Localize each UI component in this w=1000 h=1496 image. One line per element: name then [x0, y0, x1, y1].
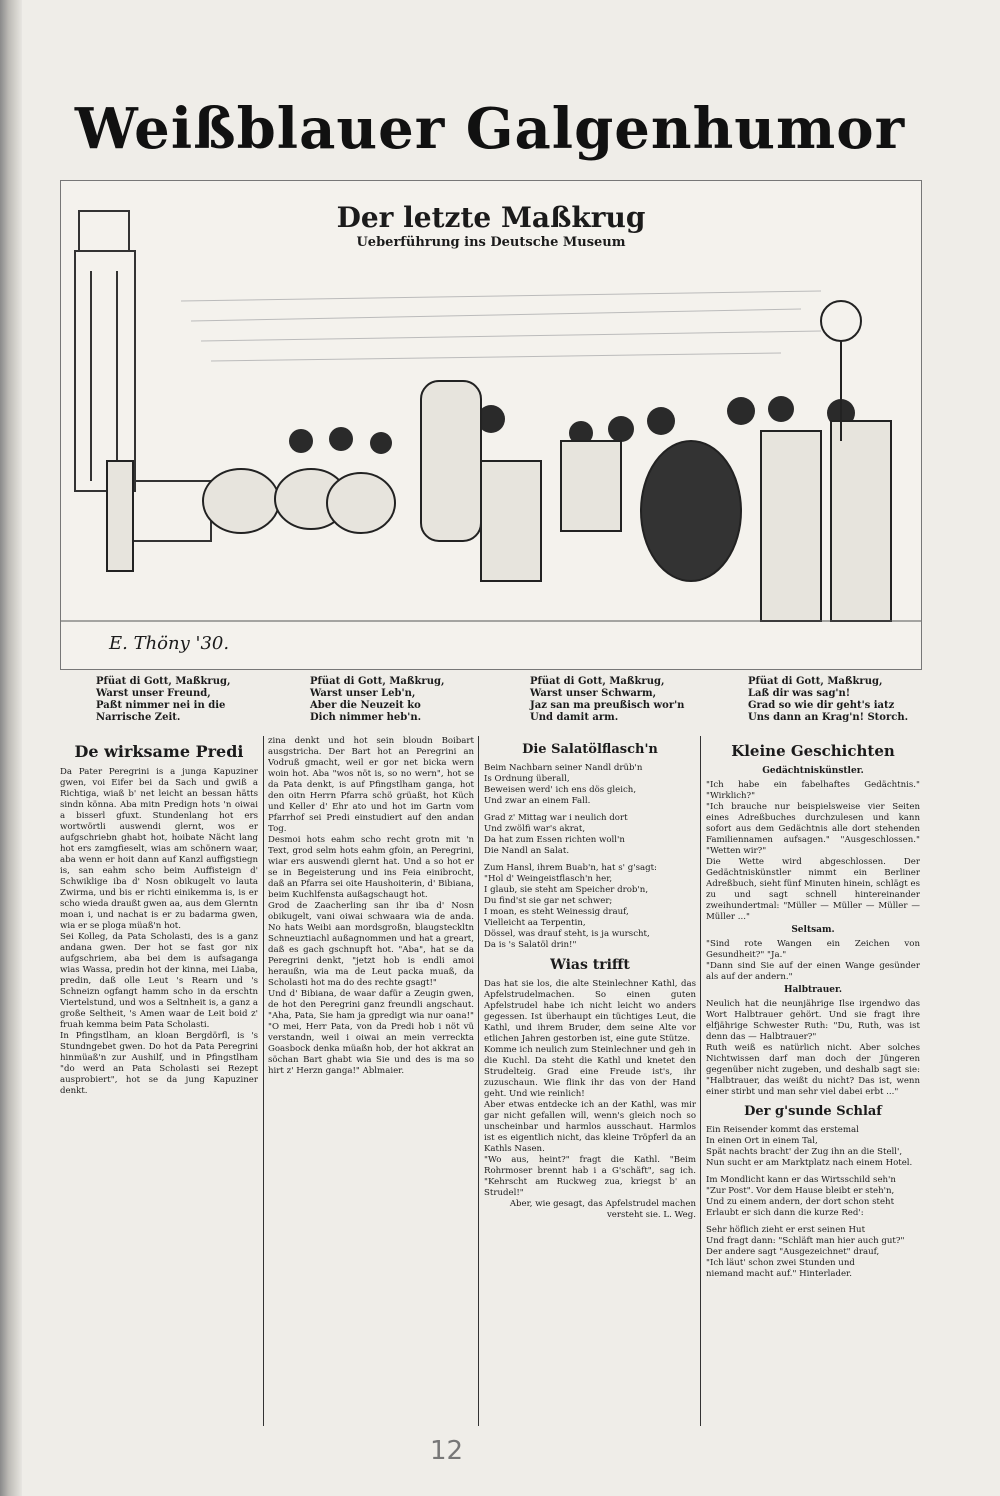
poem-line: niemand macht auf." Hinterlader. [706, 1269, 852, 1279]
paragraph: Sei Kolleg, da Pata Scholasti, des is a ganz andana gwen. Der hot se fast gor nix aufgschriem, aba bei dem is aufsaganga wias Wassa, predin hot der kinna, mei Liaba, predin, daß olle Leut 's Rearn und 's Schneizn ogfangt hamm scho in da erschtn Viertelstund, und wos a Seltnheit is, a ganz a große Seltheit, 's Amen waar de Leit boid z' fruah kemma beim Pata Scholasti. [60, 932, 258, 1030]
poem-salatoel [484, 763, 696, 951]
cartoon-title: Der letzte Maßkrug [336, 201, 646, 234]
article-columns [60, 736, 920, 1436]
poem-line: "Ich läut' schon zwei Stunden und [706, 1258, 855, 1268]
poem-line: Vielleicht aa Terpentin, [484, 918, 586, 928]
poem-line: Spät nachts bracht' der Zug ihn an die Stell', [706, 1147, 903, 1157]
paragraph: zina denkt und hot sein bloudn Boibart ausgstricha. Der Bart hot an Peregrini an Vodruß gmacht, weil er gor net bicka wern woin hot. Aba "wos nöt is, so no wern", hot se da Pata denkt, is auf Pfingstlham ganga, hot den oitn Herrn Pfarra schö grüaßt, hot Küch und Keller d' Ehr ato und hot im Gartn vom Pfarrhof sei Predi einstudiert auf den andan Tog. [268, 736, 474, 834]
page-number: 12 [430, 1436, 464, 1466]
poem-line: I moan, es steht Weinessig drauf, [484, 907, 629, 917]
article-heading-salatoel: Die Salatölflasch'n [522, 742, 658, 757]
paragraph: "Dann sind Sie auf der einen Wange gesünder als auf der andern." [706, 961, 920, 982]
column-1 [60, 736, 258, 1436]
poem-line: Und zwölfi war's akrat, [484, 824, 586, 834]
paragraph: Die Wette wird abgeschlossen. Der Gedächtniskünstler nimmt ein Berliner Adreßbuch, sieht fünf Minuten hinein, schlägt es zu und sagt schnell hintereinander zweihundertmal: "Müller — Müller — Müller — Müller ..." [706, 857, 920, 922]
paragraph: "Ich habe ein fabelhaftes Gedächtnis." "Wirklich?" [706, 780, 920, 801]
poem-line: Beim Nachbarn seiner Nandl drüb'n [484, 763, 643, 773]
verse-4: Pfüat di Gott, Maßkrug, Laß dir was sag'n! Grad so wie dir geht's iatz Uns dann an Krag'n! Storch. [748, 676, 909, 723]
poem-line: "Hol d' Weingeistflasch'n her, [484, 874, 613, 884]
paragraph: Aber etwas entdecke ich an der Kathl, was mir gar nicht gefallen will, wenn's gleich noch so unscheinbar und harmlos ausschaut. Harmlos ist es eigentlich nicht, das kleine Tröpferl da an Kathls Nasen. [484, 1100, 696, 1154]
paragraph: Das hat sie los, die alte Steinlechner Kathl, das Apfelstrudelmachen. So einen guten Apfelstrudel habe ich nicht leicht wo anders gegessen. Ist überhaupt ein tüchtiges Leut, die Kathl, und ihrem Bruder, dem seine Alte vor etlichen Jahren gestorben ist, eine gute Stütze. [484, 979, 696, 1044]
paragraph: Und d' Bibiana, de waar dafür a Zeugin gwen, de hot den Peregrini ganz freundli angschaut. "Aha, Pata, Sie ham ja gpredigt wia nur oana!" "O mei, Herr Pata, von da Predi hob i nöt vü verstandn, weil i oiwai an mein verreckta Goasbock denka müaßn hob, der hot akkrat an söchan Bart ghabt wia Sie und des is ma so hirt z' Herzn ganga!" Ablmaier. [268, 989, 474, 1076]
paragraph: "Sind rote Wangen ein Zeichen von Gesundheit?" "Ja." [706, 939, 920, 960]
poem-line: Die Nandl an Salat. [484, 846, 570, 856]
paragraph: Grod de Zaacherling san ihr iba d' Nosn obikugelt, vani oiwai schwaara wia de anda. No hats Weibi aan mordsgroßn, blaugsteckltn Schneuztiachl außagnommen und hat a greart, daß es gach gschnupft hot. "Aba", hat se da Peregrini denkt, "jetzt hob is endli amoi heraußn, wia ma de Leut packa muaß, da Scholasti hot ma do des rechte gsagt!" [268, 901, 474, 988]
poem-line: Zum Hansl, ihrem Buab'n, hat s' g'sagt: [484, 863, 657, 873]
poem-line: Nun sucht er am Marktplatz nach einem Hotel. [706, 1158, 913, 1168]
paragraph: "Wo aus, heint?" fragt die Kathl. "Beim Rohrmoser brennt hab i a G'schäft", sag ich. "Kehrscht am Ruckweg zua, kriegst b' an Strudel!" [484, 1155, 696, 1198]
subheading: Halbtrauer. [783, 985, 843, 995]
poem-line: Is Ordnung überall, [484, 774, 570, 784]
artist-signature: E. Thöny '30. [109, 633, 230, 654]
cartoon-illustration [60, 180, 922, 670]
subheading: Gedächtniskünstler. [762, 766, 864, 776]
poem-line: Da hat zum Essen richten woll'n [484, 835, 625, 845]
poem-line: Im Mondlicht kann er das Wirtsschild seh'n [706, 1175, 896, 1185]
article-heading-wias-trifft: Wias trifft [550, 957, 630, 973]
verse-1: Pfüat di Gott, Maßkrug, Warst unser Freund, Paßt nimmer nei in die Narrische Zeit. [96, 676, 231, 723]
poem-gsunde-schlaf [706, 1125, 920, 1280]
cartoon-subtitle: Ueberführung ins Deutsche Museum [356, 235, 626, 250]
article-heading-predi: De wirksame Predi [74, 742, 244, 761]
column-divider [700, 736, 701, 1426]
subheading: Seltsam. [791, 925, 835, 935]
poem-line: Und zwar an einem Fall. [484, 796, 591, 806]
article-heading-gsunde-schlaf: Der g'sunde Schlaf [744, 1104, 882, 1119]
paragraph: Aber, wie gesagt, das Apfelstrudel machen versteht sie. L. Weg. [509, 1199, 696, 1220]
masthead: Weißblauer Galgenhumor [74, 96, 906, 162]
paragraph: Neulich hat die neunjährige Ilse irgendwo das Wort Halbtrauer gehört. Und sie fragt ihre elfjährige Schwester Ruth: "Du, Ruth, was ist denn das — Halbtrauer?" [706, 999, 920, 1042]
page-binding-edge [0, 0, 22, 1496]
column-4 [706, 736, 920, 1436]
poem-line: Sehr höflich zieht er erst seinen Hut [706, 1225, 866, 1235]
poem-line: I glaub, sie steht am Speicher drob'n, [484, 885, 649, 895]
poem-line: Und fragt dann: "Schläft man hier auch gut?" [706, 1236, 905, 1246]
procession-drawing [61, 181, 921, 669]
column-2 [268, 736, 474, 1436]
article-heading-kleine-geschichten: Kleine Geschichten [731, 742, 895, 760]
poem-line: Grad z' Mittag war i neulich dort [484, 813, 628, 823]
paragraph: "Ich brauche nur beispielsweise vier Seiten eines Adreßbuches durchzulesen und kann sofort aus dem Gedächtnis alle dort stehenden Familiennamen aufsagen." "Ausgeschlossen." "Wetten wir?" [706, 802, 920, 856]
poem-line: Der andere sagt "Ausgezeichnet" drauf, [706, 1247, 880, 1257]
paragraph: Desmoi hots eahm scho recht grotn mit 'n Text, grod selm hots eahm gfoin, an Peregrini, wiar ers auswendi glernt hat. Und a so hot er se in Begeisterung und ins Feia einibrocht, daß an Pfarra sei oite Haushoiterin, d' Bibiana, beim Kuchlfensta außagschaugt hot. [268, 835, 474, 900]
paragraph: Komme ich neulich zum Steinlechner und geh in die Kuchl. Da steht die Kathl und knetet den Strudelteig. Grad eine Freude ist's, ihr zuzuschaun. Wie flink ihr das von der Hand geht. Und wie reinlich! [484, 1045, 696, 1099]
poem-line: Ein Reisender kommt das erstemal [706, 1125, 859, 1135]
column-divider [263, 736, 264, 1426]
poem-line: Da is 's Salatöl drin!" [484, 940, 577, 950]
paragraph: Ruth weiß es natürlich nicht. Aber solches Nichtwissen darf man doch der Jüngeren gegenüber nicht zugeben, und deshalb sagt sie: "Halbtrauer, das weißt du nicht? Das ist, wenn einer stirbt und man sehr viel dabei erbt ..." [706, 1043, 920, 1097]
poem-line: Und zu einem andern, der dort schon steht [706, 1197, 895, 1207]
verse-2: Pfüat di Gott, Maßkrug, Warst unser Leb'n, Aber die Neuzeit ko Dich nimmer heb'n. [310, 676, 445, 723]
column-divider [478, 736, 479, 1426]
poem-line: Du find'st sie gar net schwer; [484, 896, 613, 906]
verse-3: Pfüat di Gott, Maßkrug, Warst unser Schwarm, Jaz san ma preußisch wor'n Und damit arm. [530, 676, 685, 723]
poem-line: In einen Ort in einem Tal, [706, 1136, 818, 1146]
poem-line: Erlaubt er sich dann die kurze Red': [706, 1208, 864, 1218]
poem-line: Dössel, was drauf steht, is ja wurscht, [484, 929, 650, 939]
paragraph: Da Pater Peregrini is a junga Kapuziner gwen, voi Eifer bei da Sach und gwiß a Richtiga, wiaß b' net leicht an bessan hätts sindn könna. Aba mitn Predign hots 'n oiwai a bisserl gfuxt. Stundenlang hot ers wortwörtli auswendi glernt, wos er aufgschriebn ghabt hot, hoibate Nächt lang hot ers zamgfieselt, wias am schönern waar, aba wenn er hoit dann auf Kanzl auffigstiegn is, san eahm scho beim Auffisteign d' Schwiklige iba d' Nosn obikugelt vo lauta Zwirma, und bis er richti einikemma is, is er scho wieda draußt gwen aa, aus dem Glerntn moan i, und nachat is er zu badarma gwen, wia er se ploga müaß'n hot. [60, 767, 258, 931]
poem-line: "Zur Post". Vor dem Hause bleibt er steh'n, [706, 1186, 895, 1196]
poem-line: Beweisen werd' ich ens dös gleich, [484, 785, 637, 795]
verse-row [96, 676, 916, 726]
paragraph: In Pfingstlham, an kloan Bergdörfl, is 's Stundngebet gwen. Do hot da Pata Peregrini hinmüaß'n zur Aushilf, und in Pfingstlham "do werd an Pata Scholasti sei Rezept ausprobiert", hot se da jung Kapuziner denkt. [60, 1031, 258, 1096]
column-3 [484, 736, 696, 1436]
